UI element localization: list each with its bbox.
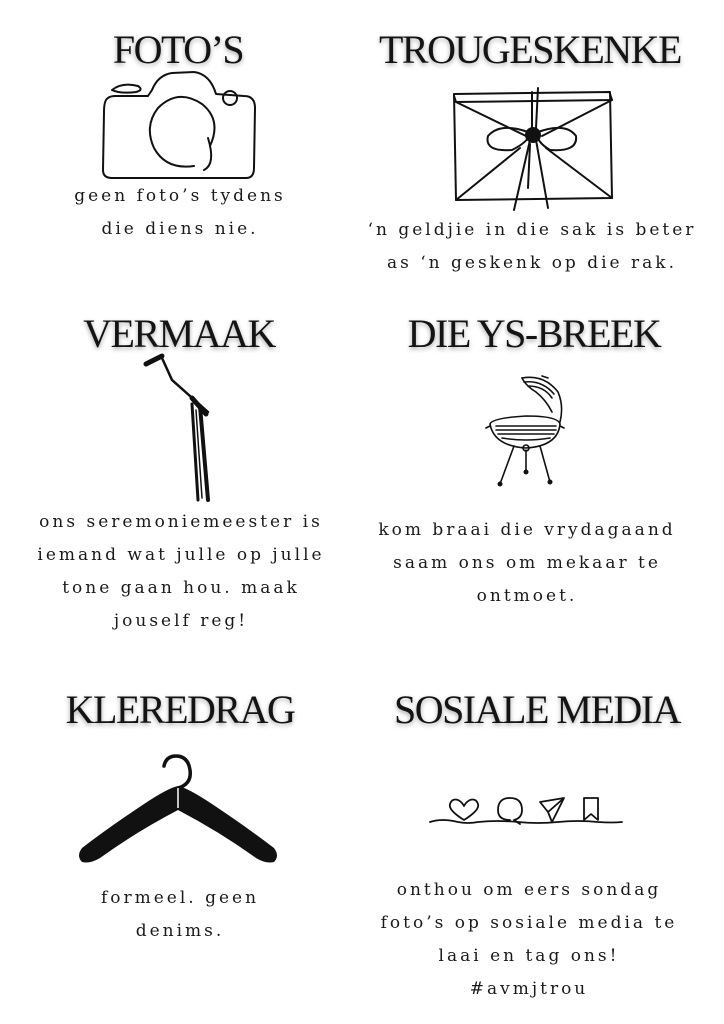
microphone-stand-icon <box>140 350 220 502</box>
speech-bubble-icon <box>498 798 522 824</box>
text-line: saam ons om mekaar te <box>393 553 661 573</box>
text-line: as ‘n geskenk op die rak. <box>387 253 677 273</box>
text-line: foto’s op sosiale media te <box>380 913 678 933</box>
text-line: ons seremoniemeester is <box>39 512 323 532</box>
text-line: die diens nie. <box>101 219 259 239</box>
text-line: formeel. geen <box>100 888 260 908</box>
text-line: tone gaan hou. maak <box>62 578 300 598</box>
heart-icon <box>450 800 478 821</box>
section-text-icebreaker <box>356 514 698 613</box>
section-title-entertainment: VERMAAK <box>83 311 275 356</box>
section-text-dresscode <box>60 882 300 948</box>
text-line: onthou om eers sondag <box>396 880 662 900</box>
text-line: laai en tag ons! <box>438 946 620 966</box>
text-line: ontmoet. <box>476 586 578 606</box>
bookmark-icon <box>584 798 598 820</box>
section-text-social <box>362 874 696 1006</box>
text-line: ‘n geldjie in die sak is beter <box>367 220 697 240</box>
section-title-gifts: TROUGESKENKE <box>379 27 681 72</box>
section-text-photos <box>32 180 328 246</box>
hashtag: #avmjtrou <box>469 979 589 999</box>
braai-grill-icon <box>486 372 566 488</box>
section-text-entertainment <box>14 506 348 638</box>
section-title-photos: FOTO’S <box>112 27 244 72</box>
text-line: iemand wat julle op julle <box>37 545 325 565</box>
section-title-icebreaker: DIE YS-BREEK <box>407 311 661 356</box>
camera-icon <box>98 66 258 184</box>
social-media-icons <box>428 794 624 828</box>
text-line: geen foto’s tydens <box>74 186 286 206</box>
send-icon <box>540 798 564 822</box>
text-line: kom braai die vrydagaand <box>378 520 676 540</box>
envelope-icon <box>450 88 616 210</box>
section-title-dresscode: KLEREDRAG <box>65 687 295 732</box>
section-text-gifts <box>350 214 714 280</box>
text-line: jouself reg! <box>113 611 249 631</box>
clothes-hanger-icon <box>74 748 286 868</box>
text-line: denims. <box>135 921 225 941</box>
section-title-social: SOSIALE MEDIA <box>393 687 681 732</box>
